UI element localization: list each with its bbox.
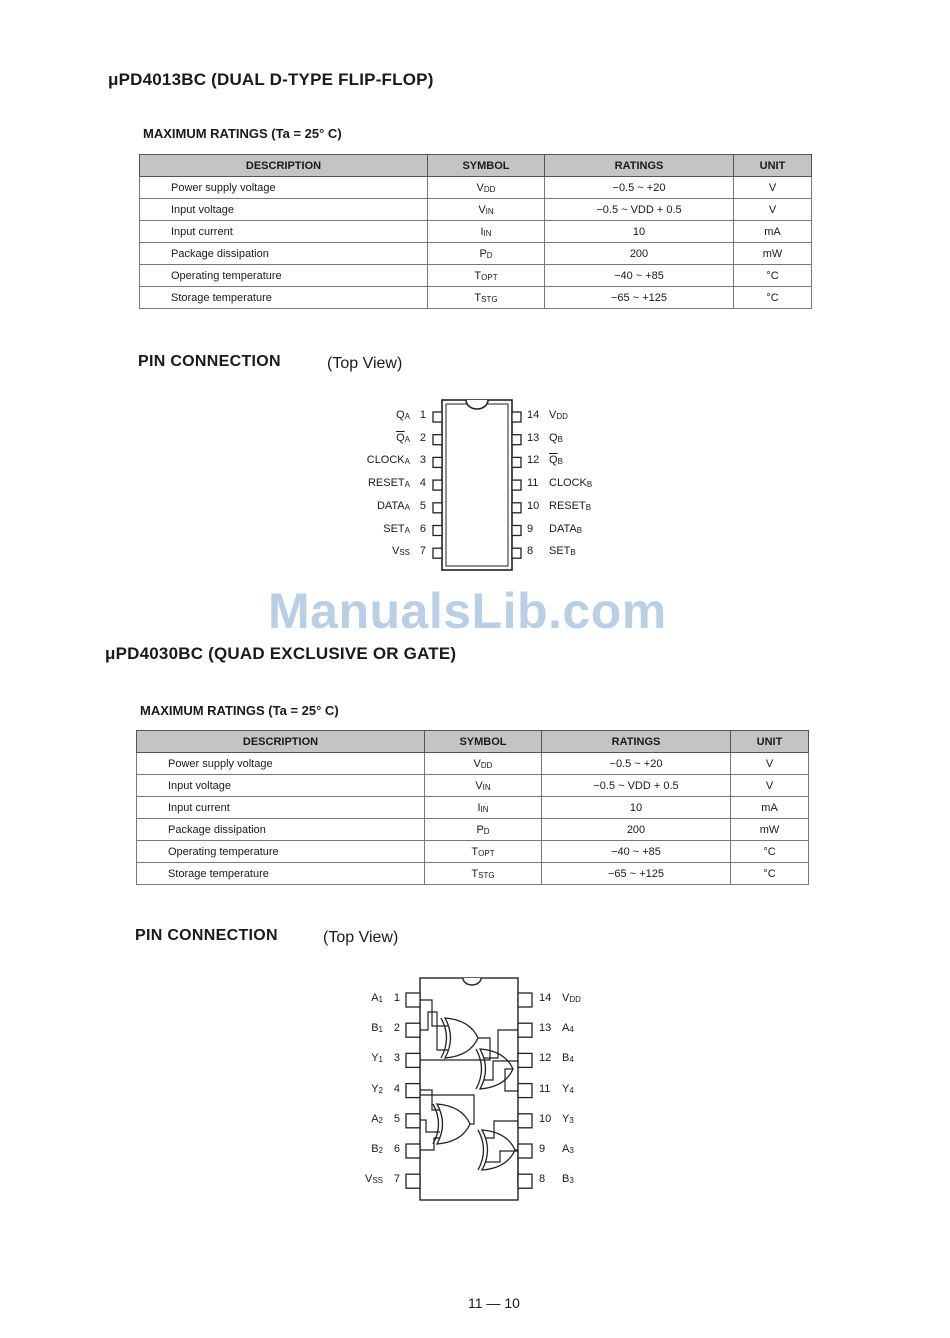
- table-row: [140, 221, 812, 243]
- symbol-subscript: IN: [483, 228, 492, 238]
- row-unit: °C: [731, 863, 809, 885]
- pin-name: CLOCK: [549, 477, 587, 490]
- pin-subscript: 2: [378, 1146, 383, 1155]
- table-row: [140, 199, 812, 221]
- chip2-title: μPD4030BC (QUAD EXCLUSIVE OR GATE): [105, 644, 457, 663]
- pin-label: [549, 545, 576, 557]
- chip2-pin-heading: PIN CONNECTION: [135, 927, 278, 944]
- pin-name: B: [371, 1022, 379, 1035]
- pin-box: [512, 457, 521, 467]
- row-unit: V: [731, 775, 809, 797]
- row-rating: 10: [545, 221, 734, 243]
- pin-box: [512, 480, 521, 490]
- row-symbol: [428, 199, 545, 221]
- symbol-letter: V: [475, 779, 483, 792]
- pin-number: 14: [539, 992, 552, 1004]
- pin-number: 4: [393, 1082, 400, 1095]
- xor-gate-1: [441, 1018, 478, 1058]
- header-unit: UNIT: [731, 731, 809, 753]
- symbol-letter: V: [478, 203, 486, 216]
- chip2-ic-package: [420, 978, 518, 1200]
- row-unit: V: [734, 199, 812, 221]
- row-symbol: [428, 221, 545, 243]
- row-description: Power supply voltage: [137, 753, 425, 775]
- pin-subscript: DD: [569, 995, 581, 1004]
- pin-box: [433, 435, 442, 445]
- row-symbol: [425, 841, 542, 863]
- pin-number: 12: [527, 454, 540, 467]
- pin-name: Q: [549, 431, 558, 444]
- pin-box: [512, 503, 521, 513]
- pin-subscript: 4: [569, 1025, 574, 1035]
- chip1-pin-boxes: [433, 412, 521, 558]
- pin-box: [406, 1174, 420, 1188]
- pin-box: [406, 1144, 420, 1158]
- pin-box: [433, 548, 442, 558]
- table-header-row: [140, 155, 812, 177]
- pin-subscript: 1: [378, 1025, 383, 1035]
- row-rating: −40 ~ +85: [545, 265, 734, 287]
- row-rating: −0.5 ~ +20: [545, 177, 734, 199]
- pin-number: 14: [527, 409, 540, 421]
- pin-subscript: 2: [378, 1085, 383, 1095]
- pin-label: [396, 432, 410, 444]
- pin-name: DATA: [549, 522, 577, 535]
- pin-number: 5: [419, 499, 426, 512]
- pin-subscript: A: [404, 480, 410, 490]
- table-row: [137, 753, 809, 775]
- pin-label: [549, 477, 592, 489]
- pin-subscript: A: [404, 525, 410, 535]
- pin-label: [562, 1022, 574, 1034]
- pin-name: Y: [371, 1052, 379, 1065]
- pin-label: [549, 432, 563, 444]
- row-rating: −0.5 ~ VDD + 0.5: [542, 775, 731, 797]
- pin-subscript: DD: [556, 412, 568, 421]
- pin-box: [406, 1084, 420, 1098]
- pin-label: [562, 1083, 574, 1095]
- pin-name: B: [562, 1173, 570, 1186]
- row-description: Storage temperature: [137, 863, 425, 885]
- row-rating: −0.5 ~ +20: [542, 753, 731, 775]
- page-number: 11 — 10: [468, 1295, 520, 1311]
- pin-number: 3: [393, 1052, 400, 1065]
- row-description: Operating temperature: [137, 841, 425, 863]
- pin-subscript: SS: [372, 1176, 383, 1186]
- pin-label: [371, 992, 383, 1004]
- symbol-subscript: IN: [485, 206, 494, 216]
- pin-label: [377, 500, 410, 512]
- symbol-subscript: D: [486, 250, 493, 260]
- chip2-pin-boxes: [406, 993, 532, 1188]
- header-description: DESCRIPTION: [140, 155, 428, 177]
- pin-box: [518, 1114, 532, 1128]
- symbol-subscript: DD: [480, 760, 493, 770]
- pin-name: Y: [562, 1082, 570, 1095]
- row-description: Input current: [140, 221, 428, 243]
- pin-name: Y: [371, 1082, 379, 1095]
- pin-name: DATA: [376, 499, 405, 512]
- chip2-ratings-table: [136, 730, 809, 885]
- pin-number: 10: [539, 1112, 552, 1125]
- row-symbol: [425, 819, 542, 841]
- pin-name: $\overline{Q}$: [396, 431, 405, 444]
- symbol-letter: I: [477, 801, 481, 814]
- symbol-letter: P: [476, 823, 484, 836]
- row-description: Input voltage: [140, 199, 428, 221]
- row-unit: °C: [731, 841, 809, 863]
- symbol-letter: V: [473, 757, 481, 770]
- table-row: [140, 265, 812, 287]
- row-unit: °C: [734, 265, 812, 287]
- pin-subscript: A: [404, 434, 410, 444]
- pin-subscript: B: [570, 548, 576, 558]
- symbol-subscript: IN: [482, 782, 491, 792]
- row-rating: −65 ~ +125: [545, 287, 734, 309]
- symbol-letter: T: [474, 291, 482, 304]
- pin-number: 5: [393, 1112, 400, 1125]
- row-unit: V: [731, 753, 809, 775]
- pin-label: [562, 1052, 574, 1064]
- pin-number: 13: [539, 1022, 552, 1035]
- pin-label: [396, 409, 410, 421]
- row-description: Power supply voltage: [140, 177, 428, 199]
- pin-label: [371, 1143, 383, 1155]
- chip1-ic-package: [442, 400, 512, 570]
- pin-box: [406, 993, 420, 1007]
- symbol-subscript: STG: [478, 870, 495, 880]
- symbol-letter: T: [474, 269, 482, 282]
- pin-label: [549, 523, 582, 535]
- pin-number: 10: [527, 499, 540, 512]
- symbol-letter: T: [471, 845, 479, 858]
- header-description: DESCRIPTION: [137, 731, 425, 753]
- pin-name: B: [371, 1143, 379, 1155]
- row-symbol: [425, 797, 542, 819]
- pin-subscript: B: [585, 502, 592, 512]
- header-ratings: RATINGS: [542, 731, 731, 753]
- pin-number: 9: [527, 522, 534, 535]
- pin-name: A: [562, 1022, 570, 1035]
- pin-number: 7: [419, 545, 426, 558]
- pin-subscript: SS: [399, 548, 410, 558]
- row-description: Input voltage: [137, 775, 425, 797]
- table-header-row: [137, 731, 809, 753]
- xor-gate-2: [476, 1049, 513, 1089]
- pin-name: RESET: [367, 477, 405, 490]
- pin-box: [518, 1144, 532, 1158]
- pin-label: [562, 1173, 574, 1185]
- row-symbol: [428, 287, 545, 309]
- watermark: ManualsLib.com: [268, 583, 667, 639]
- symbol-subscript: IN: [480, 804, 489, 814]
- pin-label: [371, 1022, 383, 1034]
- pin-label: [549, 409, 568, 421]
- table-row: [140, 177, 812, 199]
- table-row: [137, 863, 809, 885]
- pin-number: 4: [419, 477, 426, 490]
- pin-number: 11: [539, 1082, 551, 1095]
- row-description: Package dissipation: [140, 243, 428, 265]
- pin-subscript: 3: [569, 1176, 574, 1186]
- xor-gate-4: [478, 1130, 515, 1170]
- pin-name: SET: [383, 522, 405, 535]
- pin-box: [406, 1023, 420, 1037]
- pin-subscript: 3: [569, 1115, 574, 1125]
- chip2-ratings-heading: MAXIMUM RATINGS (Ta = 25° C): [140, 703, 339, 718]
- pin-subscript: A: [404, 457, 410, 467]
- row-description: Operating temperature: [140, 265, 428, 287]
- row-rating: 10: [542, 797, 731, 819]
- pin-subscript: 4: [569, 1085, 574, 1095]
- pin-name: RESET: [549, 499, 586, 512]
- pin-number: 8: [539, 1173, 546, 1186]
- pin-label: [549, 500, 591, 512]
- row-unit: °C: [734, 287, 812, 309]
- header-ratings: RATINGS: [545, 155, 734, 177]
- pin-box: [512, 412, 521, 422]
- pin-number: 8: [527, 545, 534, 558]
- pin-number: 11: [527, 477, 539, 490]
- pin-box: [433, 526, 442, 536]
- symbol-subscript: STG: [481, 294, 498, 304]
- pin-label: [383, 523, 410, 535]
- pin-label: [549, 454, 563, 466]
- row-unit: mA: [731, 797, 809, 819]
- pin-number: 2: [419, 431, 426, 444]
- pin-label: [562, 992, 581, 1004]
- pin-box: [512, 548, 521, 558]
- pin-number: 9: [539, 1143, 546, 1155]
- symbol-subscript: OPT: [481, 272, 498, 282]
- row-description: Storage temperature: [140, 287, 428, 309]
- pin-number: 1: [393, 992, 400, 1004]
- pin-box: [433, 480, 442, 490]
- pin-number: 1: [419, 409, 426, 421]
- pin-subscript: B: [557, 434, 563, 444]
- pin-box: [433, 457, 442, 467]
- pin-box: [518, 1053, 532, 1067]
- pin-number: 2: [393, 1022, 400, 1035]
- symbol-letter: I: [480, 225, 484, 238]
- xor-gate-3: [433, 1104, 470, 1144]
- pin-subscript: A: [404, 502, 410, 512]
- pin-name: V: [364, 1173, 373, 1186]
- symbol-letter: P: [479, 247, 487, 260]
- pin-name: A: [562, 1143, 570, 1155]
- gate-wiring: [420, 1000, 518, 1181]
- pin-number: 6: [393, 1143, 400, 1155]
- pin-name: V: [391, 545, 400, 558]
- pin-subscript: B: [586, 480, 593, 490]
- row-unit: mA: [734, 221, 812, 243]
- pin-box: [512, 526, 521, 536]
- pin-name: V: [562, 992, 570, 1004]
- pin-box: [433, 503, 442, 513]
- symbol-letter: T: [471, 867, 479, 880]
- row-rating: −0.5 ~ VDD + 0.5: [545, 199, 734, 221]
- symbol-subscript: OPT: [478, 848, 495, 858]
- row-symbol: [425, 753, 542, 775]
- pin-number: 7: [393, 1173, 400, 1186]
- table-row: [140, 243, 812, 265]
- table-row: [140, 287, 812, 309]
- chip1-pin-heading: PIN CONNECTION: [138, 353, 281, 370]
- symbol-subscript: D: [483, 826, 490, 836]
- pin-name: SET: [549, 545, 571, 558]
- pin-label: [368, 477, 410, 489]
- pin-label: [367, 454, 410, 466]
- pin-subscript: A: [404, 412, 410, 421]
- pin-subscript: 3: [569, 1146, 574, 1155]
- row-symbol: [428, 265, 545, 287]
- table-row: [137, 819, 809, 841]
- row-symbol: [428, 177, 545, 199]
- pin-box: [518, 993, 532, 1007]
- chip1-ratings-table: [139, 154, 812, 309]
- pin-label: [371, 1083, 383, 1095]
- pin-subscript: 1: [378, 995, 383, 1004]
- pin-box: [406, 1114, 420, 1128]
- pin-subscript: 2: [378, 1115, 383, 1125]
- pin-number: 6: [419, 522, 426, 535]
- pin-subscript: B: [576, 525, 583, 535]
- pin-box: [433, 412, 442, 422]
- row-rating: −40 ~ +85: [542, 841, 731, 863]
- pin-number: 3: [419, 454, 426, 467]
- pin-label: [371, 1113, 383, 1125]
- chip1-top-view-label: (Top View): [327, 355, 403, 372]
- pin-subscript: 1: [378, 1055, 383, 1065]
- row-description: Input current: [137, 797, 425, 819]
- row-symbol: [428, 243, 545, 265]
- pin-name: CLOCK: [366, 454, 405, 467]
- chip1-ratings-heading: MAXIMUM RATINGS (Ta = 25° C): [143, 126, 342, 141]
- pin-name: Y: [562, 1112, 570, 1125]
- pin-name: $\overline{Q}$: [549, 454, 558, 467]
- row-unit: V: [734, 177, 812, 199]
- pin-subscript: 4: [569, 1055, 574, 1065]
- pin-subscript: B: [557, 457, 563, 467]
- header-symbol: SYMBOL: [425, 731, 542, 753]
- symbol-subscript: DD: [483, 184, 496, 194]
- row-rating: 200: [545, 243, 734, 265]
- chip2-top-view-label: (Top View): [323, 929, 399, 946]
- pin-box: [406, 1053, 420, 1067]
- pin-label: [371, 1052, 383, 1064]
- pin-number: 13: [527, 431, 540, 444]
- pin-name: Q: [396, 409, 405, 421]
- symbol-letter: V: [476, 181, 484, 194]
- chip1-title: μPD4013BC (DUAL D-TYPE FLIP-FLOP): [108, 70, 434, 89]
- table-row: [137, 797, 809, 819]
- header-symbol: SYMBOL: [428, 155, 545, 177]
- row-description: Package dissipation: [137, 819, 425, 841]
- pin-number: 12: [539, 1052, 552, 1065]
- header-unit: UNIT: [734, 155, 812, 177]
- row-symbol: [425, 775, 542, 797]
- table-row: [137, 841, 809, 863]
- pin-label: [392, 545, 410, 557]
- pin-box: [518, 1174, 532, 1188]
- row-rating: −65 ~ +125: [542, 863, 731, 885]
- pin-box: [512, 435, 521, 445]
- pin-name: A: [371, 992, 379, 1004]
- row-rating: 200: [542, 819, 731, 841]
- row-unit: mW: [734, 243, 812, 265]
- pin-name: B: [562, 1052, 570, 1065]
- pin-box: [518, 1084, 532, 1098]
- pin-label: [562, 1143, 574, 1155]
- pin-box: [518, 1023, 532, 1037]
- pin-label: [562, 1113, 574, 1125]
- pin-name: V: [549, 409, 557, 421]
- row-symbol: [425, 863, 542, 885]
- pin-label: [365, 1173, 383, 1185]
- pin-name: A: [371, 1112, 379, 1125]
- table-row: [137, 775, 809, 797]
- row-unit: mW: [731, 819, 809, 841]
